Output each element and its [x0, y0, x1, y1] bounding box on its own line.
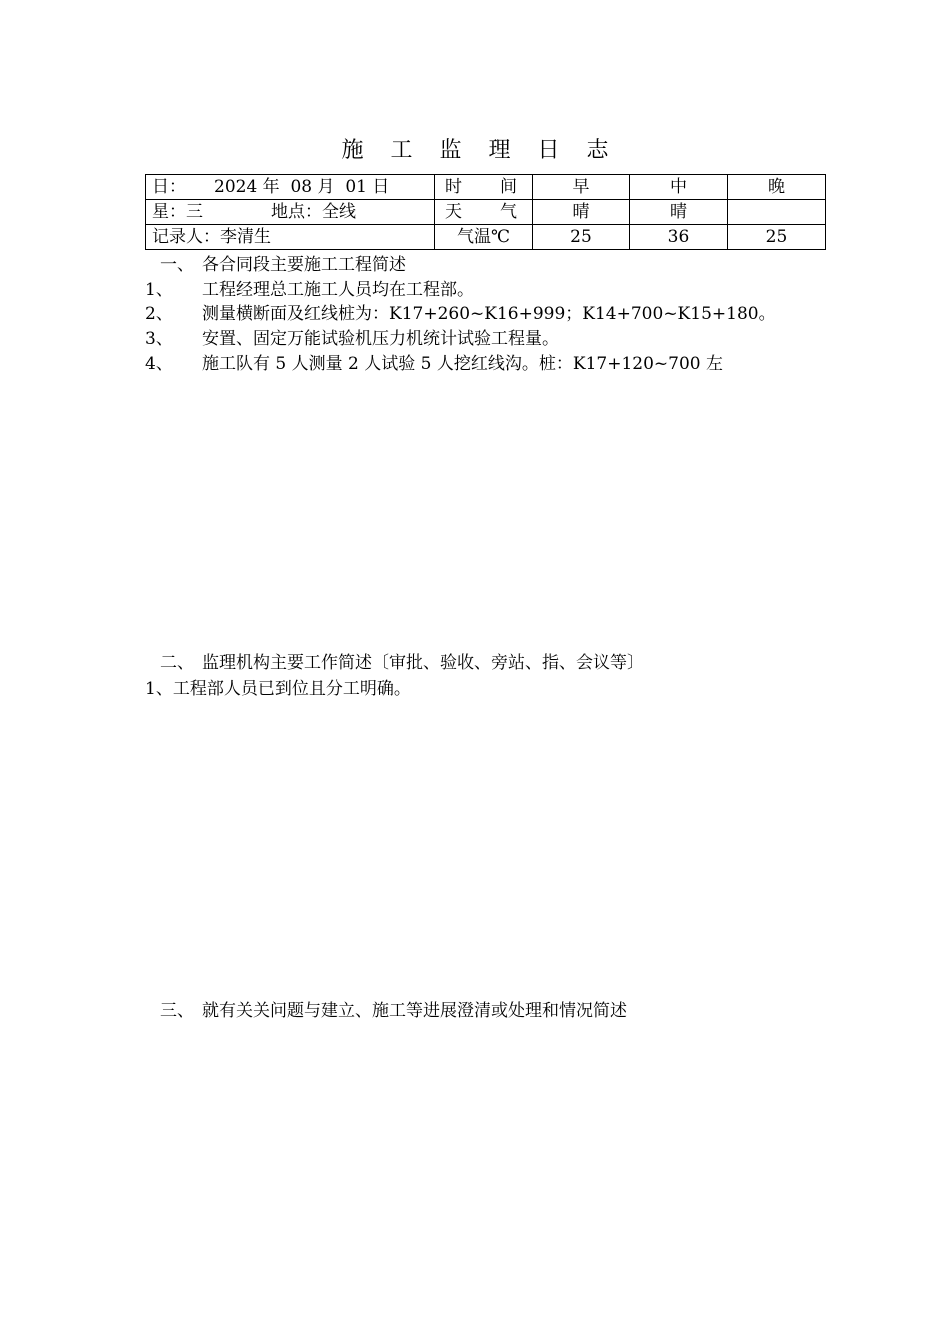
item-number: 3、: [145, 329, 173, 349]
log-info-table: [145, 174, 826, 250]
item-text: 工程经理总工施工人员均在工程部。: [202, 280, 474, 300]
date-cell: [146, 175, 435, 200]
time-label-a: 时: [445, 177, 462, 197]
list-item: [145, 302, 776, 326]
weekday: 星：三: [152, 202, 203, 222]
item-text: 测量横断面及红线桩为：K17+260~K16+999；K14+700~K15+180。: [202, 304, 776, 324]
time-label-cell: [435, 175, 533, 200]
weather-label-cell: [435, 200, 533, 225]
recorder: 记录人：李清生: [146, 225, 435, 250]
temp-early: 25: [533, 225, 630, 250]
weather-early: 晴: [533, 200, 630, 225]
item-number: 4、: [145, 354, 173, 374]
item-number: 1、: [145, 280, 173, 300]
item-text: 施工队有 5 人测量 2 人试验 5 人挖红线沟。桩：K17+120~700 左: [202, 354, 723, 374]
location: 地点：全线: [271, 202, 356, 222]
section3-number: 三、: [160, 1001, 194, 1021]
item-text: 安置、固定万能试验机压力机统计试验工程量。: [202, 329, 559, 349]
date-label: 日：: [152, 177, 186, 197]
section2-number: 二、: [160, 653, 194, 673]
section1-title: 各合同段主要施工工程简述: [202, 255, 406, 275]
list-item: [145, 352, 723, 376]
list-item: [145, 677, 411, 701]
section3-heading: [160, 999, 627, 1023]
section1-heading: [160, 253, 406, 277]
section2-heading: [160, 651, 644, 675]
temp-mid: 36: [630, 225, 728, 250]
list-item: [145, 278, 474, 302]
section1-number: 一、: [160, 255, 194, 275]
time-label-b: 间: [500, 177, 517, 197]
temp-label: 气温℃: [435, 225, 533, 250]
table-row-temperature: [146, 225, 826, 250]
weather-label-b: 气: [500, 202, 517, 222]
table-row-date: [146, 175, 826, 200]
header-early: 早: [533, 175, 630, 200]
weather-late: [728, 200, 826, 225]
date-value: 2024 年 08 月 01 日: [214, 177, 390, 197]
item-text: 1、工程部人员已到位且分工明确。: [145, 679, 411, 699]
weather-label-a: 天: [445, 202, 462, 222]
item-number: 2、: [145, 304, 173, 324]
weekday-location-cell: [146, 200, 435, 225]
temp-late: 25: [728, 225, 826, 250]
header-mid: 中: [630, 175, 728, 200]
table-row-weather: [146, 200, 826, 225]
weather-mid: 晴: [630, 200, 728, 225]
header-late: 晚: [728, 175, 826, 200]
page-title: 施 工 监 理 日 志: [341, 138, 619, 163]
list-item: [145, 327, 559, 351]
section2-title: 监理机构主要工作简述〔审批、验收、旁站、指、会议等〕: [202, 653, 644, 673]
section3-title: 就有关关问题与建立、施工等进展澄清或处理和情况简述: [202, 1001, 627, 1021]
